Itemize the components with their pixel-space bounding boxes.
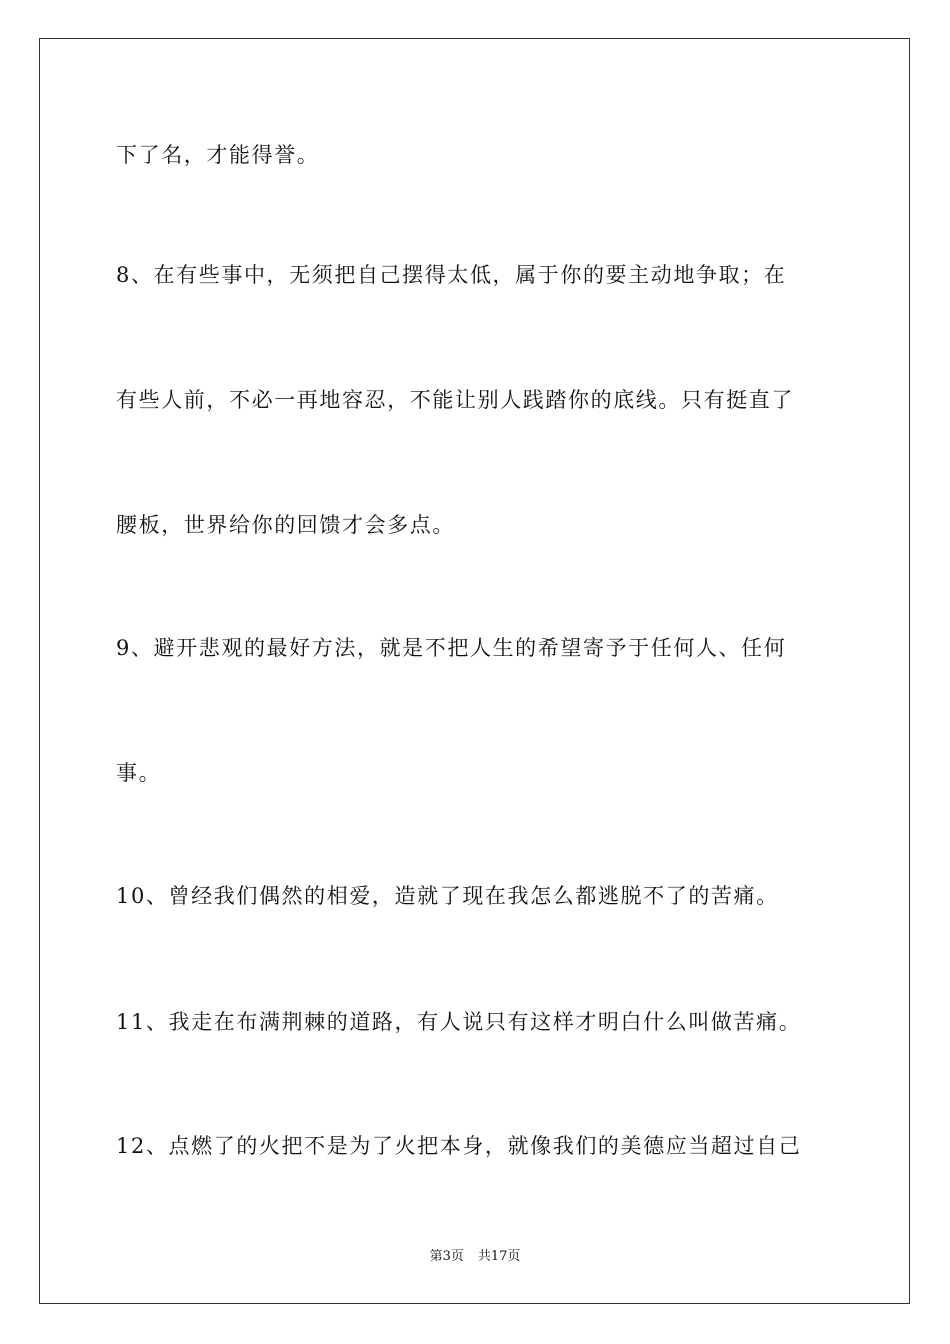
text-line-7: 10、曾经我们偶然的相爱，造就了现在我怎么都逃脱不了的苦痛。 xyxy=(116,884,779,908)
text-line-9: 12、点燃了的火把不是为了火把本身，就像我们的美德应当超过自己 xyxy=(116,1134,802,1158)
text-line-4: 腰板，世界给你的回馈才会多点。 xyxy=(116,513,455,537)
text-line-6: 事。 xyxy=(116,761,162,785)
text-line-2: 8、在有些事中，无须把自己摆得太低，属于你的要主动地争取；在 xyxy=(116,263,787,287)
text-line-3: 有些人前，不必一再地容忍，不能让别人践踏你的底线。只有挺直了 xyxy=(116,388,794,412)
page-number-current: 第3页 xyxy=(429,1249,464,1264)
text-line-8: 11、我走在布满荆棘的道路，有人说只有这样才明白什么叫做苦痛。 xyxy=(116,1010,802,1034)
text-line-5: 9、避开悲观的最好方法，就是不把人生的希望寄予于任何人、任何 xyxy=(116,636,787,660)
page-number-total: 共17页 xyxy=(477,1249,521,1264)
page-footer xyxy=(0,1248,950,1266)
page-border xyxy=(39,38,910,1304)
text-line-1: 下了名，才能得誉。 xyxy=(116,143,320,167)
